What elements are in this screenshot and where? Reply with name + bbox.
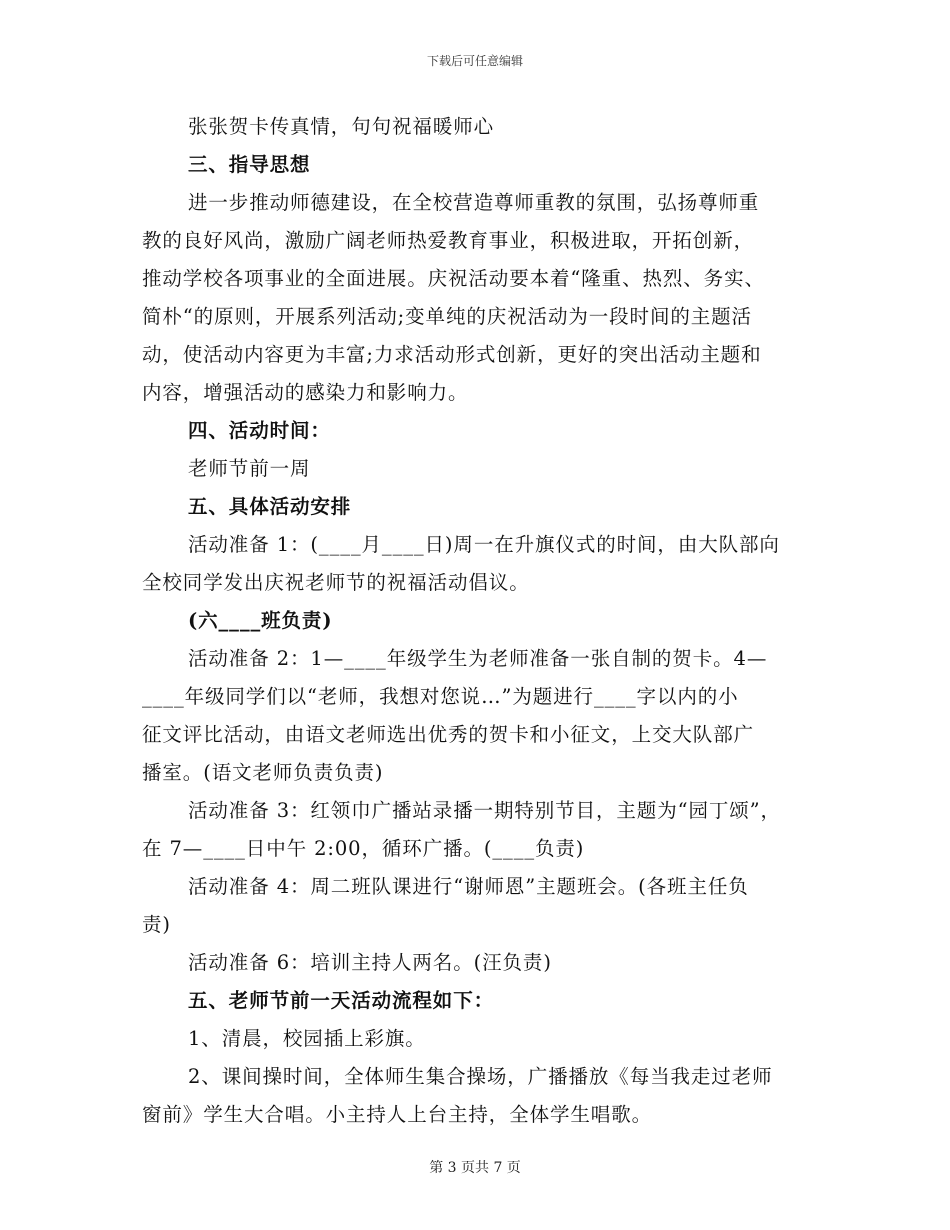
paragraph-line: 活动准备 6：培训主持人两名。(汪负责) [188,951,552,974]
paragraph-line: 动，使活动内容更为丰富;力求活动形式创新，更好的突出活动主题和 [142,343,762,366]
paragraph-line: 内容，增强活动的感染力和影响力。 [142,381,469,404]
section-heading: (六____班负责) [188,609,333,632]
document-body [142,108,818,1134]
paragraph-line: 教的良好风尚，激励广阔老师热爱教育事业，积极进取，开拓创新， [142,229,755,252]
paragraph-line: 推动学校各项事业的全面进展。庆祝活动要本着“隆重、热烈、务实、 [142,267,765,290]
paragraph-line: 张张贺卡传真情，句句祝福暖师心 [188,115,495,138]
paragraph-line: 全校同学发出庆祝老师节的祝福活动倡议。 [142,571,530,594]
paragraph-line: 窗前》学生大合唱。小主持人上台主持，全体学生唱歌。 [142,1103,653,1126]
paragraph-line: 活动准备 4：周二班队课进行“谢师恩”主题班会。(各班主任负 [188,875,749,898]
paragraph-line: 2、课间操时间，全体师生集合操场，广播播放《每当我走过老师 [188,1065,773,1088]
paragraph-line: 在 7—____日中午 2:00，循环广播。(____负责) [142,837,585,860]
paragraph-line: 活动准备 1：(____月____日)周一在升旗仪式的时间，由大队部向 [188,533,780,556]
paragraph-line: 老师节前一周 [188,457,311,480]
section-heading: 三、指导思想 [188,153,311,176]
section-heading: 四、活动时间： [188,419,331,442]
paragraph-line: 征文评比活动，由语文老师选出优秀的贺卡和小征文，上交大队部广 [142,723,755,746]
section-heading: 五、老师节前一天活动流程如下： [188,989,495,1012]
page-header: 下载后可任意编辑 [426,54,523,68]
paragraph-line: 简朴“的原则，开展系列活动;变单纯的庆祝活动为一段时间的主题活 [142,305,752,328]
section-heading: 五、具体活动安排 [188,495,352,518]
paragraph-line: 1、清晨，校园插上彩旗。 [188,1027,426,1050]
paragraph-line: 活动准备 3：红领巾广播站录播一期特别节目，主题为“园丁颂”， [188,799,781,822]
page-footer: 第 3 页共 7 页 [429,1160,521,1176]
paragraph-line: 播室。(语文老师负责负责) [142,761,384,784]
paragraph-line: 活动准备 2：1—____年级学生为老师准备一张自制的贺卡。4— [188,647,768,670]
paragraph-line: 进一步推动师德建设，在全校营造尊师重教的氛围，弘扬尊师重 [188,191,760,214]
paragraph-line: ____年级同学们以“老师，我想对您说…”为题进行____字以内的小 [142,685,739,708]
paragraph-line: 责) [142,913,171,936]
